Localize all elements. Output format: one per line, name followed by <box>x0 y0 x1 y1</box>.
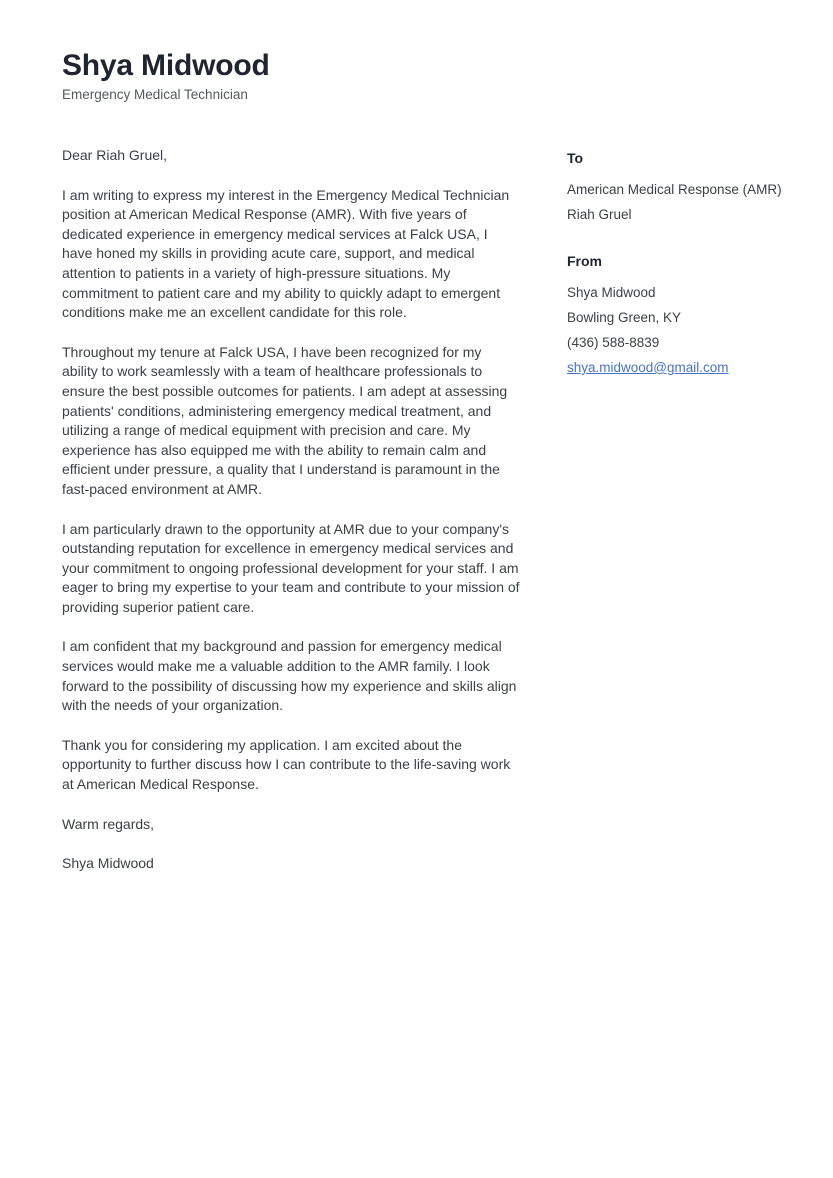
candidate-name: Shya Midwood <box>62 49 270 82</box>
signature-name: Shya Midwood <box>62 855 154 872</box>
letter-meta-column <box>567 149 797 377</box>
letter-paragraph-2: Throughout my tenure at Falck USA, I have been recognized for my ability to work seamlessly with a team of healthcare professionals to ensure the best possible outcomes for patients. I am adept at assessing patients' conditions, administering emergency medical treatment, and utilizing a range of medical equipment with precision and care. My experience has also equipped me with the ability to remain calm and efficient under pressure, a quality that I understand is paramount in the fast-paced environment at AMR. <box>62 343 508 497</box>
sender-email-row <box>567 358 797 377</box>
letter-paragraph-4: I am confident that my background and passion for emergency medical services would make me a valuable addition to the AMR family. I look forward to the possibility of discussing how my experience and skills align with the needs of your organization. <box>62 638 517 714</box>
recipient-block <box>567 149 797 224</box>
from-heading: From <box>567 253 602 269</box>
recipient-name: Riah Gruel <box>567 207 632 222</box>
salutation: Dear Riah Gruel, <box>62 147 168 163</box>
closing-phrase: Warm regards, <box>62 815 155 832</box>
letter-header <box>62 48 762 104</box>
sender-location: Bowling Green, KY <box>567 310 682 325</box>
sender-block <box>567 252 797 377</box>
letter-paragraph-5: Thank you for considering my application. I am excited about the opportunity to further discuss how I can contribute to the life-saving work at American Medical Response. <box>62 736 511 793</box>
sender-name: Shya Midwood <box>567 285 656 300</box>
sender-email-link[interactable]: shya.midwood@gmail.com <box>567 360 729 375</box>
to-heading: To <box>567 150 584 166</box>
letter-paragraph-3: I am particularly drawn to the opportunity at AMR due to your company's outstanding reputation for excellence in emergency medical services and your commitment to ongoing professional development for your staff. I am eager to bring my expertise to your team and contribute to your mission of providing superior patient care. <box>62 520 520 615</box>
sender-phone: (436) 588-8839 <box>567 335 660 350</box>
letter-paragraph-1: I am writing to express my interest in the Emergency Medical Technician position at American Medical Response (AMR). With five years of dedicated experience in emergency medical services at Falck USA, I have honed my skills in providing acute care, support, and medical attention to patients in a variety of high-pressure situations. My commitment to patient care and my ability to quickly adapt to emergent conditions make me an excellent candidate for this role. <box>62 186 510 321</box>
recipient-company: American Medical Response (AMR) <box>567 182 782 197</box>
letter-body-column <box>62 146 520 874</box>
candidate-job-title: Emergency Medical Technician <box>62 87 248 102</box>
